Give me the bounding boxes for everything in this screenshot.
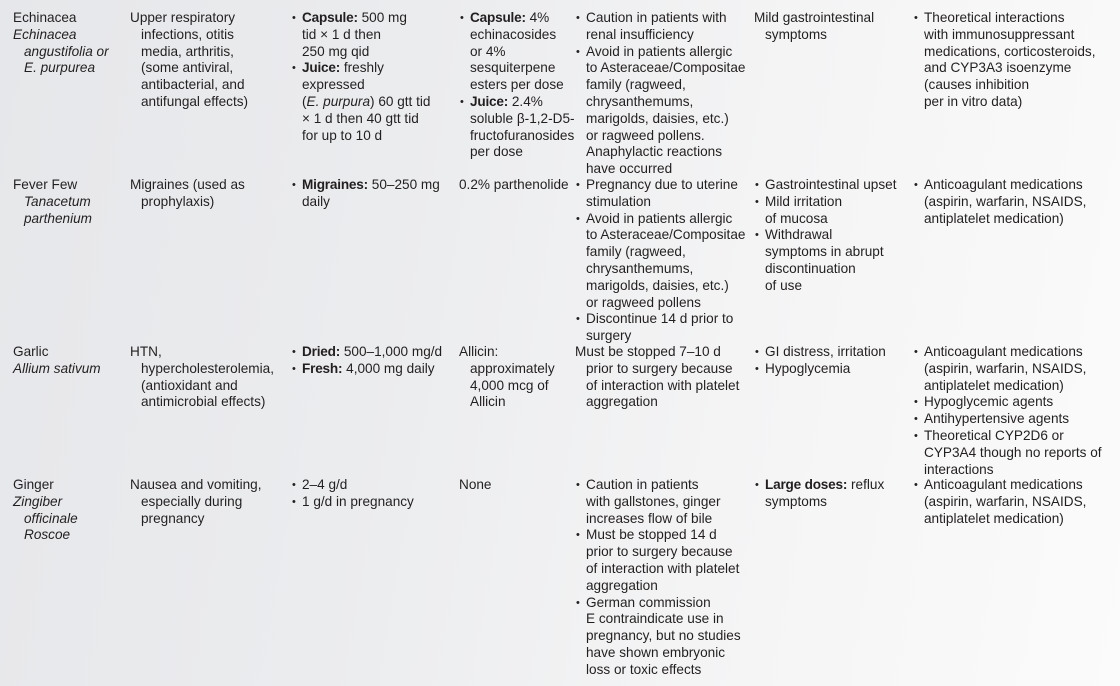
dosing-text: 4,000 mg daily (346, 360, 435, 376)
standardization-text: echinacosides (470, 26, 557, 42)
adverse-effect-item (754, 177, 912, 194)
standardization-item (459, 10, 575, 94)
herb-name-cell (13, 477, 125, 544)
contraindication-text: renal insufficiency (586, 26, 694, 42)
standardization-label: Capsule: (470, 10, 526, 25)
contraindication-text: • Must be stopped 14 d (586, 527, 717, 543)
contraindication-text: family (ragweed, (586, 244, 686, 260)
contraindication-text: have occurred (586, 161, 673, 177)
contraindication-text: Anaphylactic reactions (586, 144, 723, 160)
interaction-item (913, 344, 1118, 394)
interactions-cell (913, 10, 1118, 111)
indications-cell (130, 177, 286, 211)
interaction-text: • Hypoglycemic agents (924, 394, 1054, 410)
contraindication-text: • Avoid in patients allergic (586, 210, 733, 226)
interaction-text: (aspirin, warfarin, NSAIDS, (924, 493, 1087, 509)
contraindication-text: prior to surgery because (586, 544, 733, 560)
herb-latin-name: Tanacetum (24, 193, 91, 209)
interaction-text: and CYP3A3 isoenzyme (924, 60, 1072, 76)
interaction-text: with immunosuppressant (924, 26, 1075, 42)
dosing-species: E. purpura (306, 93, 371, 109)
contraindication-item (575, 177, 753, 211)
contraindication-text: pregnancy, but no studies (586, 628, 741, 644)
interaction-text: • Antihypertensive agents (924, 411, 1070, 427)
indication-text: media, arthritis, (141, 43, 234, 59)
interaction-text: • Anticoagulant medications (924, 177, 1083, 192)
indication-text: antibacterial, and (141, 77, 245, 93)
contraindication-item (575, 311, 753, 345)
interaction-text: (causes inhibition (924, 77, 1030, 93)
dosing-item (291, 494, 456, 511)
contraindications-cell (575, 10, 753, 178)
contraindication-text: loss or toxic effects (586, 661, 702, 677)
dosing-item (291, 60, 456, 144)
adverse-effect-text: • Gastrointestinal upset (765, 177, 897, 192)
indication-text: HTN, (130, 344, 162, 359)
interactions-cell (913, 477, 1118, 527)
adverse-effect-text: • Mild irritation (765, 193, 843, 209)
contraindication-item (575, 527, 753, 594)
standardization-cell (459, 10, 575, 161)
adverse-effects-cell (754, 344, 912, 378)
interaction-item (913, 411, 1118, 428)
contraindication-text: • Caution in patients (586, 477, 699, 492)
standardization-label: Juice: (470, 93, 509, 109)
contraindication-text: with gallstones, ginger (586, 493, 721, 509)
indications-cell (130, 477, 286, 527)
herb-latin-name: officinale (24, 510, 78, 526)
herb-common-name: Garlic (13, 344, 49, 359)
adverse-effect-text: of use (765, 277, 803, 293)
indication-text: antimicrobial effects) (141, 394, 266, 410)
adverse-effects-cell (754, 10, 912, 44)
standardization-cell (459, 344, 575, 411)
indications-cell (130, 10, 286, 111)
standardization-text: 4% (529, 10, 550, 25)
contraindication-text: stimulation (586, 193, 651, 209)
indication-text: prophylaxis) (141, 193, 215, 209)
interaction-text: per in vitro data) (924, 93, 1023, 109)
adverse-effects-cell (754, 477, 912, 511)
dosing-text: daily (302, 193, 330, 209)
contraindication-text: aggregation (586, 577, 658, 593)
contraindication-text: have shown embryonic (586, 644, 726, 660)
contraindication-text: Must be stopped 7–10 d (575, 344, 721, 359)
contraindication-text: chrysanthemums, (586, 260, 694, 276)
contraindication-text: aggregation (586, 394, 658, 410)
herb-name-cell (13, 177, 125, 227)
adverse-effect-text: symptoms (765, 26, 827, 42)
herb-common-name: Ginger (13, 477, 54, 492)
contraindication-text: of interaction with platelet (586, 377, 740, 393)
dosing-text: 60 gtt tid (378, 93, 431, 109)
dosing-text: (E. purpura) 60 gtt tid (302, 93, 431, 109)
interaction-text: medications, corticosteroids, (924, 43, 1096, 59)
adverse-effect-text: symptoms (765, 493, 827, 509)
contraindications-cell (575, 344, 753, 411)
standardization-text: approximately (470, 360, 555, 376)
dosing-text: freshly (343, 60, 384, 76)
interaction-item (913, 394, 1118, 411)
adverse-effect-text: • Hypoglycemia (765, 360, 851, 376)
herb-common-name: Fever Few (13, 177, 78, 192)
indication-text: (antioxidant and (141, 377, 238, 393)
interaction-text: CYP3A4 though no reports of (924, 444, 1102, 460)
adverse-effect-text: discontinuation (765, 260, 856, 276)
adverse-effect-text: Mild gastrointestinal (754, 10, 875, 25)
interaction-text: (aspirin, warfarin, NSAIDS, (924, 193, 1087, 209)
contraindication-text: • Discontinue 14 d prior to (586, 311, 734, 327)
contraindication-item (575, 595, 753, 679)
dosing-text: • 2–4 g/d (302, 477, 348, 492)
contraindications-cell (575, 477, 753, 679)
dosing-text: 500 mg (361, 10, 407, 25)
standardization-cell (459, 477, 575, 494)
contraindication-text: increases flow of bile (586, 510, 713, 526)
dosing-cell (291, 177, 456, 211)
contraindication-text: • Caution in patients with (586, 10, 727, 25)
interaction-item (913, 10, 1118, 111)
interaction-text: antiplatelet medication) (924, 377, 1064, 393)
adverse-effects-cell (754, 177, 912, 295)
contraindication-text: marigolds, daisies, etc.) (586, 277, 729, 293)
dosing-label: Fresh: (302, 360, 343, 376)
contraindication-text: • German commission (586, 594, 711, 610)
dosing-item (291, 344, 456, 361)
contraindication-text: family (ragweed, (586, 77, 686, 93)
adverse-effect-text: symptoms in abrupt (765, 244, 884, 260)
dosing-text: for up to 10 d (302, 127, 383, 143)
adverse-effect-label: Large doses: (765, 477, 848, 492)
indication-text: pregnancy (141, 510, 205, 526)
adverse-effect-text: • GI distress, irritation (765, 344, 886, 359)
adverse-effect-item (754, 361, 912, 378)
contraindication-text: marigolds, daisies, etc.) (586, 110, 729, 126)
standardization-text: esters per dose (470, 77, 564, 93)
dosing-text: expressed (302, 77, 365, 93)
dosing-text: 500–1,000 mg/d (343, 344, 443, 359)
indication-text: especially during (141, 493, 243, 509)
standardization-cell (459, 177, 575, 194)
interaction-text: • Theoretical interactions (924, 10, 1065, 25)
standardization-text: 4,000 mcg of (470, 377, 549, 393)
standardization-text: soluble β-1,2-D5- (470, 110, 575, 126)
contraindication-item (575, 477, 753, 527)
interactions-cell (913, 177, 1118, 227)
interaction-item (913, 477, 1118, 527)
interaction-item (913, 428, 1118, 478)
contraindication-text: to Asteraceae/Compositae (586, 60, 746, 76)
interaction-text: antiplatelet medication) (924, 510, 1064, 526)
indication-text: (some antiviral, (141, 60, 234, 76)
indication-text: Migraines (used as (130, 177, 245, 192)
adverse-effect-item (754, 344, 912, 361)
dosing-item (291, 10, 456, 60)
interaction-item (913, 177, 1118, 227)
dosing-text: tid × 1 d then (302, 26, 381, 42)
interaction-text: antiplatelet medication) (924, 210, 1064, 226)
herb-latin-name: Roscoe (24, 527, 71, 543)
contraindication-text: or ragweed pollens. (586, 127, 705, 143)
contraindication-text: E contraindicate use in (586, 611, 724, 627)
contraindication-item (575, 44, 753, 178)
adverse-effect-text: reflux (851, 477, 885, 492)
dosing-label: Dried: (302, 344, 341, 359)
adverse-effect-item (754, 227, 912, 294)
adverse-effect-text: • Withdrawal (765, 227, 833, 243)
dosing-text: × 1 d then 40 gtt tid (302, 110, 419, 126)
standardization-text: None (459, 477, 492, 492)
indication-text: Upper respiratory (130, 10, 236, 25)
standardization-text: fructofuranosides (470, 127, 575, 143)
contraindication-text: • Avoid in patients allergic (586, 43, 733, 59)
contraindication-text: or ragweed pollens (586, 294, 701, 310)
dosing-cell (291, 10, 456, 144)
dosing-item (291, 477, 456, 494)
herb-latin-name: Zingiber (13, 493, 63, 509)
dosing-label: Capsule: (302, 10, 358, 25)
contraindication-text: chrysanthemums, (586, 93, 694, 109)
contraindication-item (575, 10, 753, 44)
standardization-text: sesquiterpene (470, 60, 556, 76)
interactions-cell (913, 344, 1118, 478)
contraindications-cell (575, 177, 753, 345)
herb-latin-name: E. purpurea (24, 60, 96, 76)
standardization-text: 2.4% (511, 93, 543, 109)
standardization-text: Allicin: (459, 344, 499, 359)
contraindication-item (575, 211, 753, 312)
dosing-item (291, 177, 456, 211)
dosing-text: • 1 g/d in pregnancy (302, 493, 414, 509)
interaction-text: • Anticoagulant medications (924, 477, 1083, 492)
interaction-text: (aspirin, warfarin, NSAIDS, (924, 360, 1087, 376)
adverse-effect-item (754, 194, 912, 228)
indication-text: Nausea and vomiting, (130, 477, 262, 492)
herb-name-cell (13, 10, 125, 77)
dosing-cell (291, 344, 456, 378)
standardization-text: or 4% (470, 43, 506, 59)
herb-name-cell (13, 344, 125, 378)
dosing-cell (291, 477, 456, 511)
standardization-text: 0.2% parthenolide (459, 177, 569, 192)
interaction-text: • Theoretical CYP2D6 or (924, 427, 1064, 443)
indication-text: infections, otitis (141, 26, 234, 42)
herb-latin-name: Allium sativum (13, 360, 101, 376)
adverse-effect-item (754, 477, 912, 511)
dosing-item (291, 361, 456, 378)
indications-cell (130, 344, 286, 411)
dosing-label: Migraines: (302, 177, 368, 192)
indication-text: hypercholesterolemia, (141, 360, 274, 376)
interaction-text: interactions (924, 461, 994, 477)
standardization-item (459, 94, 575, 161)
standardization-text: Allicin (470, 394, 506, 410)
herb-common-name: Echinacea (13, 10, 77, 25)
indication-text: antifungal effects) (141, 93, 249, 109)
dosing-label: Juice: (302, 60, 341, 76)
contraindication-text: • Pregnancy due to uterine (586, 177, 738, 192)
contraindication-text: to Asteraceae/Compositae (586, 227, 746, 243)
herb-latin-name: angustifolia or (24, 43, 109, 59)
contraindication-text: of interaction with platelet (586, 560, 740, 576)
contraindication-text: surgery (586, 328, 632, 344)
standardization-text: per dose (470, 144, 523, 160)
dosing-text: 50–250 mg (371, 177, 440, 192)
interaction-text: • Anticoagulant medications (924, 344, 1083, 359)
dosing-text: 250 mg qid (302, 43, 370, 59)
adverse-effect-text: of mucosa (765, 210, 828, 226)
contraindication-text: prior to surgery because (586, 360, 733, 376)
herb-latin-name: parthenium (24, 210, 93, 226)
herb-latin-name: Echinacea (13, 26, 77, 42)
